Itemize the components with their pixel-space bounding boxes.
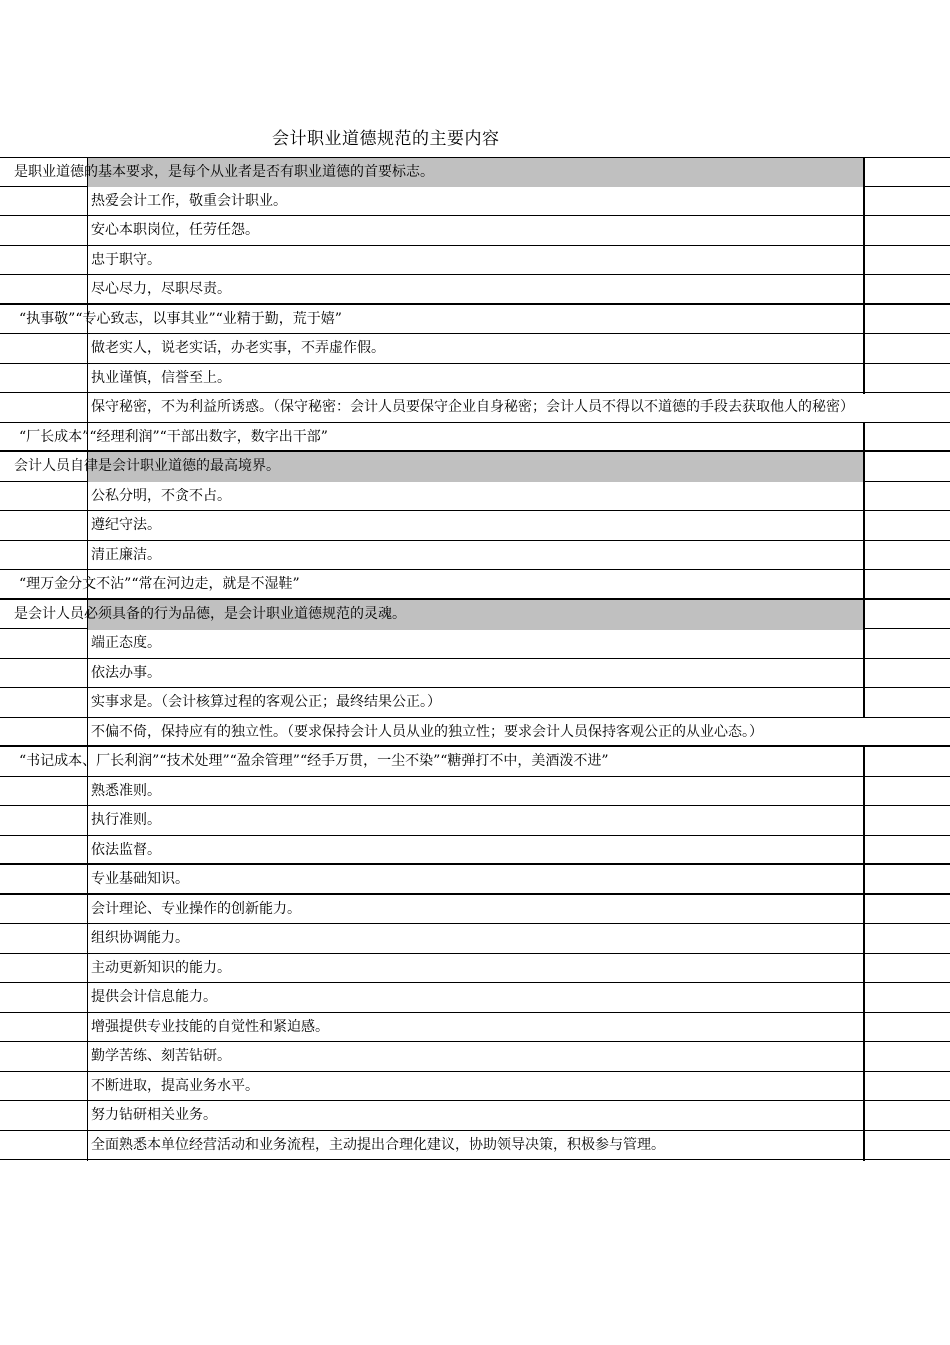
cell-text: 是职业道德的基本要求，是每个从业者是否有职业道德的首要标志。	[14, 164, 434, 180]
table-cell	[87, 865, 865, 894]
table-cell	[87, 836, 865, 865]
table-row	[0, 511, 950, 541]
cell-text: 组织协调能力。	[91, 930, 189, 946]
quote-row	[0, 423, 950, 453]
cell-text: 勤学苦练、刻苦钻研。	[91, 1048, 231, 1064]
table-row	[0, 1042, 950, 1072]
cell-text: “厂长成本”“经理利润”“干部出数字，数字出干部”	[19, 428, 328, 445]
section-header-row	[0, 452, 950, 482]
table-row	[0, 865, 950, 895]
cell-text: 忠于职守。	[91, 251, 161, 268]
cell-text: 不偏不倚，保持应有的独立性。（要求保持会计人员从业的独立性；要求会计人员保持客观公正的从业心态。）	[91, 723, 763, 740]
cell-text: 执业谨慎，信誉至上。	[91, 369, 231, 386]
table-row	[0, 806, 950, 836]
table-row	[0, 1013, 950, 1043]
table-row	[0, 954, 950, 984]
table-row	[0, 246, 950, 276]
table-row	[0, 1101, 950, 1131]
cell-text: 努力钻研相关业务。	[91, 1107, 217, 1123]
table-row	[0, 836, 950, 866]
quote-row	[0, 570, 950, 600]
cell-text: 增强提供专业技能的自觉性和紧迫感。	[91, 1018, 329, 1035]
table-row	[0, 1072, 950, 1102]
cell-text: 实事求是。（会计核算过程的客观公正；最终结果公正。）	[91, 694, 441, 710]
table-cell	[87, 629, 865, 659]
cell-text: “理万金分文不沾”“常在河边走，就是不湿鞋”	[19, 576, 300, 592]
table-row	[0, 1131, 950, 1161]
cell-text: 安心本职岗位，任劳任怨。	[91, 222, 259, 238]
table-cell	[87, 777, 865, 807]
cell-text: 会计理论、专业操作的创新能力。	[91, 900, 301, 917]
cell-text: 不断进取，提高业务水平。	[91, 1077, 259, 1094]
content-table	[0, 157, 950, 1160]
table-row	[0, 393, 950, 423]
cell-text: 公私分明，不贪不占。	[91, 487, 231, 504]
table-row	[0, 924, 950, 954]
table-row	[0, 629, 950, 659]
cell-text: 是会计人员必须具备的行为品德，是会计职业道德规范的灵魂。	[14, 605, 406, 622]
cell-text: 做老实人，说老实话，办老实事，不弄虚作假。	[91, 340, 385, 356]
table-row	[0, 983, 950, 1013]
cell-text: 端正态度。	[91, 635, 161, 651]
cell-text: 会计人员自律是会计职业道德的最高境界。	[14, 458, 280, 474]
table-cell	[87, 511, 865, 541]
table-row	[0, 718, 950, 748]
cell-text: 主动更新知识的能力。	[91, 959, 231, 976]
table-cell	[87, 541, 865, 571]
table-row	[0, 777, 950, 807]
quote-row	[0, 305, 950, 335]
cell-text: 提供会计信息能力。	[91, 989, 217, 1005]
cell-text: 清正廉洁。	[91, 546, 161, 563]
table-cell	[87, 806, 865, 836]
table-row	[0, 364, 950, 394]
table-row	[0, 659, 950, 689]
table-row	[0, 482, 950, 512]
table-cell	[87, 924, 865, 954]
cell-text: 遵纪守法。	[91, 517, 161, 533]
table-row	[0, 216, 950, 246]
table-row	[0, 334, 950, 364]
section-header-row	[0, 600, 950, 630]
table-cell	[87, 246, 865, 276]
table-row	[0, 541, 950, 571]
cell-text: 依法办事。	[91, 664, 161, 681]
cell-text: 执行准则。	[91, 812, 161, 828]
table-row	[0, 688, 950, 718]
cell-text: 尽心尽力，尽职尽责。	[91, 281, 231, 297]
cell-text: 保守秘密，不为利益所诱惑。（保守秘密：会计人员要保守企业自身秘密；会计人员不得以不道德的手段去获取他人的秘密）	[91, 399, 854, 415]
table-row	[0, 275, 950, 305]
cell-text: “书记成本、厂长利润”“技术处理”“盈余管理”“经手万贯，一尘不染”“糖弹打不中，美酒泼不进”	[19, 753, 609, 769]
cell-text: 熟悉准则。	[91, 782, 161, 799]
table-row	[0, 895, 950, 925]
cell-text: 全面熟悉本单位经营活动和业务流程，主动提出合理化建议，协助领导决策，积极参与管理。	[91, 1136, 665, 1153]
cell-text: “执事敬”“专心致志，以事其业”“业精于勤，荒于嬉”	[19, 310, 342, 327]
cell-text: 专业基础知识。	[91, 871, 189, 887]
table-cell	[87, 659, 865, 689]
cell-text: 依法监督。	[91, 841, 161, 858]
section-header-row	[0, 157, 950, 187]
page-title: 会计职业道德规范的主要内容	[272, 129, 500, 149]
quote-row	[0, 747, 950, 777]
table-row	[0, 187, 950, 217]
cell-text: 热爱会计工作，敬重会计职业。	[91, 192, 287, 209]
